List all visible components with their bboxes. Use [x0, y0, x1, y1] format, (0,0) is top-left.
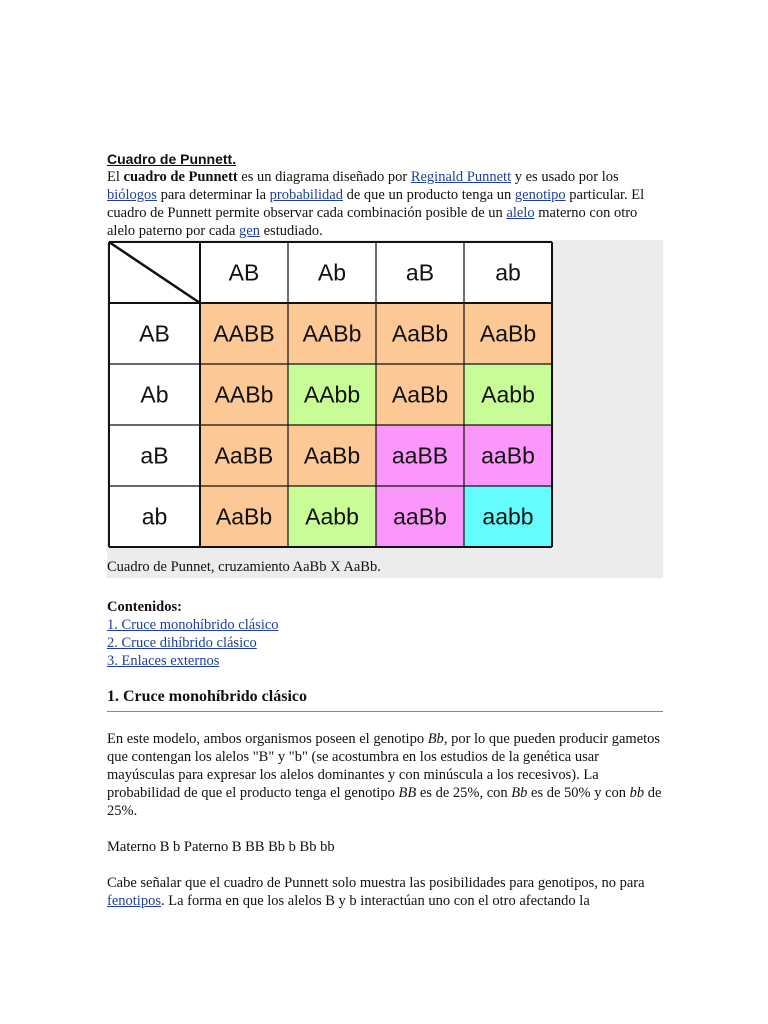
punnett-cell: AABb: [302, 320, 362, 347]
intro-text: y es usado por los: [511, 169, 619, 185]
genotype-term: BB: [398, 785, 417, 801]
para-text: . La forma en que los alelos B y b interactúan uno con el otro afectando la: [160, 893, 590, 909]
punnett-cell: Aabb: [305, 503, 359, 530]
table-of-contents: [107, 598, 667, 670]
intro-text: materno con otro alelo paterno por cada: [107, 205, 638, 239]
toc-link-dihibrido[interactable]: 2. Cruce dihíbrido clásico: [107, 635, 257, 651]
section-heading: 1. Cruce monohíbrido clásico: [107, 688, 663, 712]
punnett-cell: AaBB: [214, 442, 274, 469]
punnett-figure: [107, 240, 663, 578]
link-genotipo[interactable]: genotipo: [514, 187, 566, 203]
punnett-cell: AAbb: [303, 381, 361, 408]
row-header: AB: [139, 320, 170, 347]
section-paragraph: [107, 874, 667, 910]
link-probabilidad[interactable]: probabilidad: [269, 187, 343, 203]
punnett-cell: AaBb: [391, 381, 449, 408]
document-page: [107, 150, 667, 925]
intro-text: para determinar la: [156, 187, 270, 203]
para-text: es de 25%, con: [416, 785, 512, 801]
intro-text: El: [107, 169, 124, 185]
link-alelo[interactable]: alelo: [506, 205, 535, 221]
punnett-cell: AaBb: [479, 320, 537, 347]
toc-link-enlaces[interactable]: 3. Enlaces externos: [107, 653, 220, 669]
contents-title: Contenidos:: [107, 599, 182, 615]
link-biologos[interactable]: biólogos: [107, 187, 157, 203]
link-reginald-punnett[interactable]: Reginald Punnett: [410, 169, 512, 185]
punnett-cell: Aabb: [481, 381, 535, 408]
col-header: Ab: [317, 259, 347, 286]
intro-text: estudiado.: [259, 223, 323, 239]
intro-bold-term: cuadro de Punnett: [123, 169, 238, 185]
figure-caption: Cuadro de Punnet, cruzamiento AaBb X AaBb.: [107, 559, 381, 575]
genotype-term: Bb: [427, 731, 444, 747]
page-title: Cuadro de Punnett.: [107, 151, 237, 167]
intro-text: es un diagrama diseñado por: [237, 169, 411, 185]
row-header: ab: [141, 503, 168, 530]
punnett-cell: AABB: [213, 320, 275, 347]
section-paragraph: [107, 730, 667, 820]
intro-paragraph: [107, 168, 667, 240]
link-gen[interactable]: gen: [239, 223, 260, 239]
punnett-cell: aaBB: [391, 442, 449, 469]
intro-text: de que un producto tenga un: [342, 187, 515, 203]
punnett-cell: aabb: [482, 503, 534, 530]
para-text: En este modelo, ambos organismos poseen el genotipo: [107, 731, 428, 747]
para-text: es de 50% y con: [527, 785, 630, 801]
punnett-cell: AaBb: [391, 320, 449, 347]
link-fenotipos[interactable]: fenotipos: [107, 893, 161, 909]
col-header: ab: [495, 259, 521, 286]
genotype-term: Bb: [511, 785, 528, 801]
toc-link-monohibrido[interactable]: 1. Cruce monohíbrido clásico: [107, 617, 279, 633]
punnett-cell: aaBb: [481, 442, 535, 469]
col-header: aB: [405, 259, 435, 286]
punnett-cell: AaBb: [215, 503, 273, 530]
genotype-term: bb: [629, 785, 645, 801]
row-header: aB: [140, 442, 169, 469]
intro-text: particular. El cuadro de Punnett permite observar cada combinación posible de un: [107, 187, 645, 221]
para-text: de 25%.: [107, 785, 662, 819]
punnett-cell: AaBb: [303, 442, 361, 469]
punnett-square: [107, 240, 663, 556]
col-header: AB: [228, 259, 260, 286]
punnett-cell: AABb: [214, 381, 274, 408]
punnett-cell: aaBb: [393, 503, 447, 530]
section-paragraph: Materno B b Paterno B BB Bb b Bb bb: [107, 839, 335, 855]
row-header: Ab: [140, 381, 169, 408]
para-text: Cabe señalar que el cuadro de Punnett solo muestra las posibilidades para genotipos, no para: [107, 875, 645, 891]
para-text: , por lo que pueden producir gametos que contengan los alelos "B" y "b" (se acostumbra en los estudios de la genética usar mayúsculas para expresar los alelos dominantes y con minúscula a los recesivos). La probabilidad de que el producto tenga el genotipo: [107, 731, 661, 801]
